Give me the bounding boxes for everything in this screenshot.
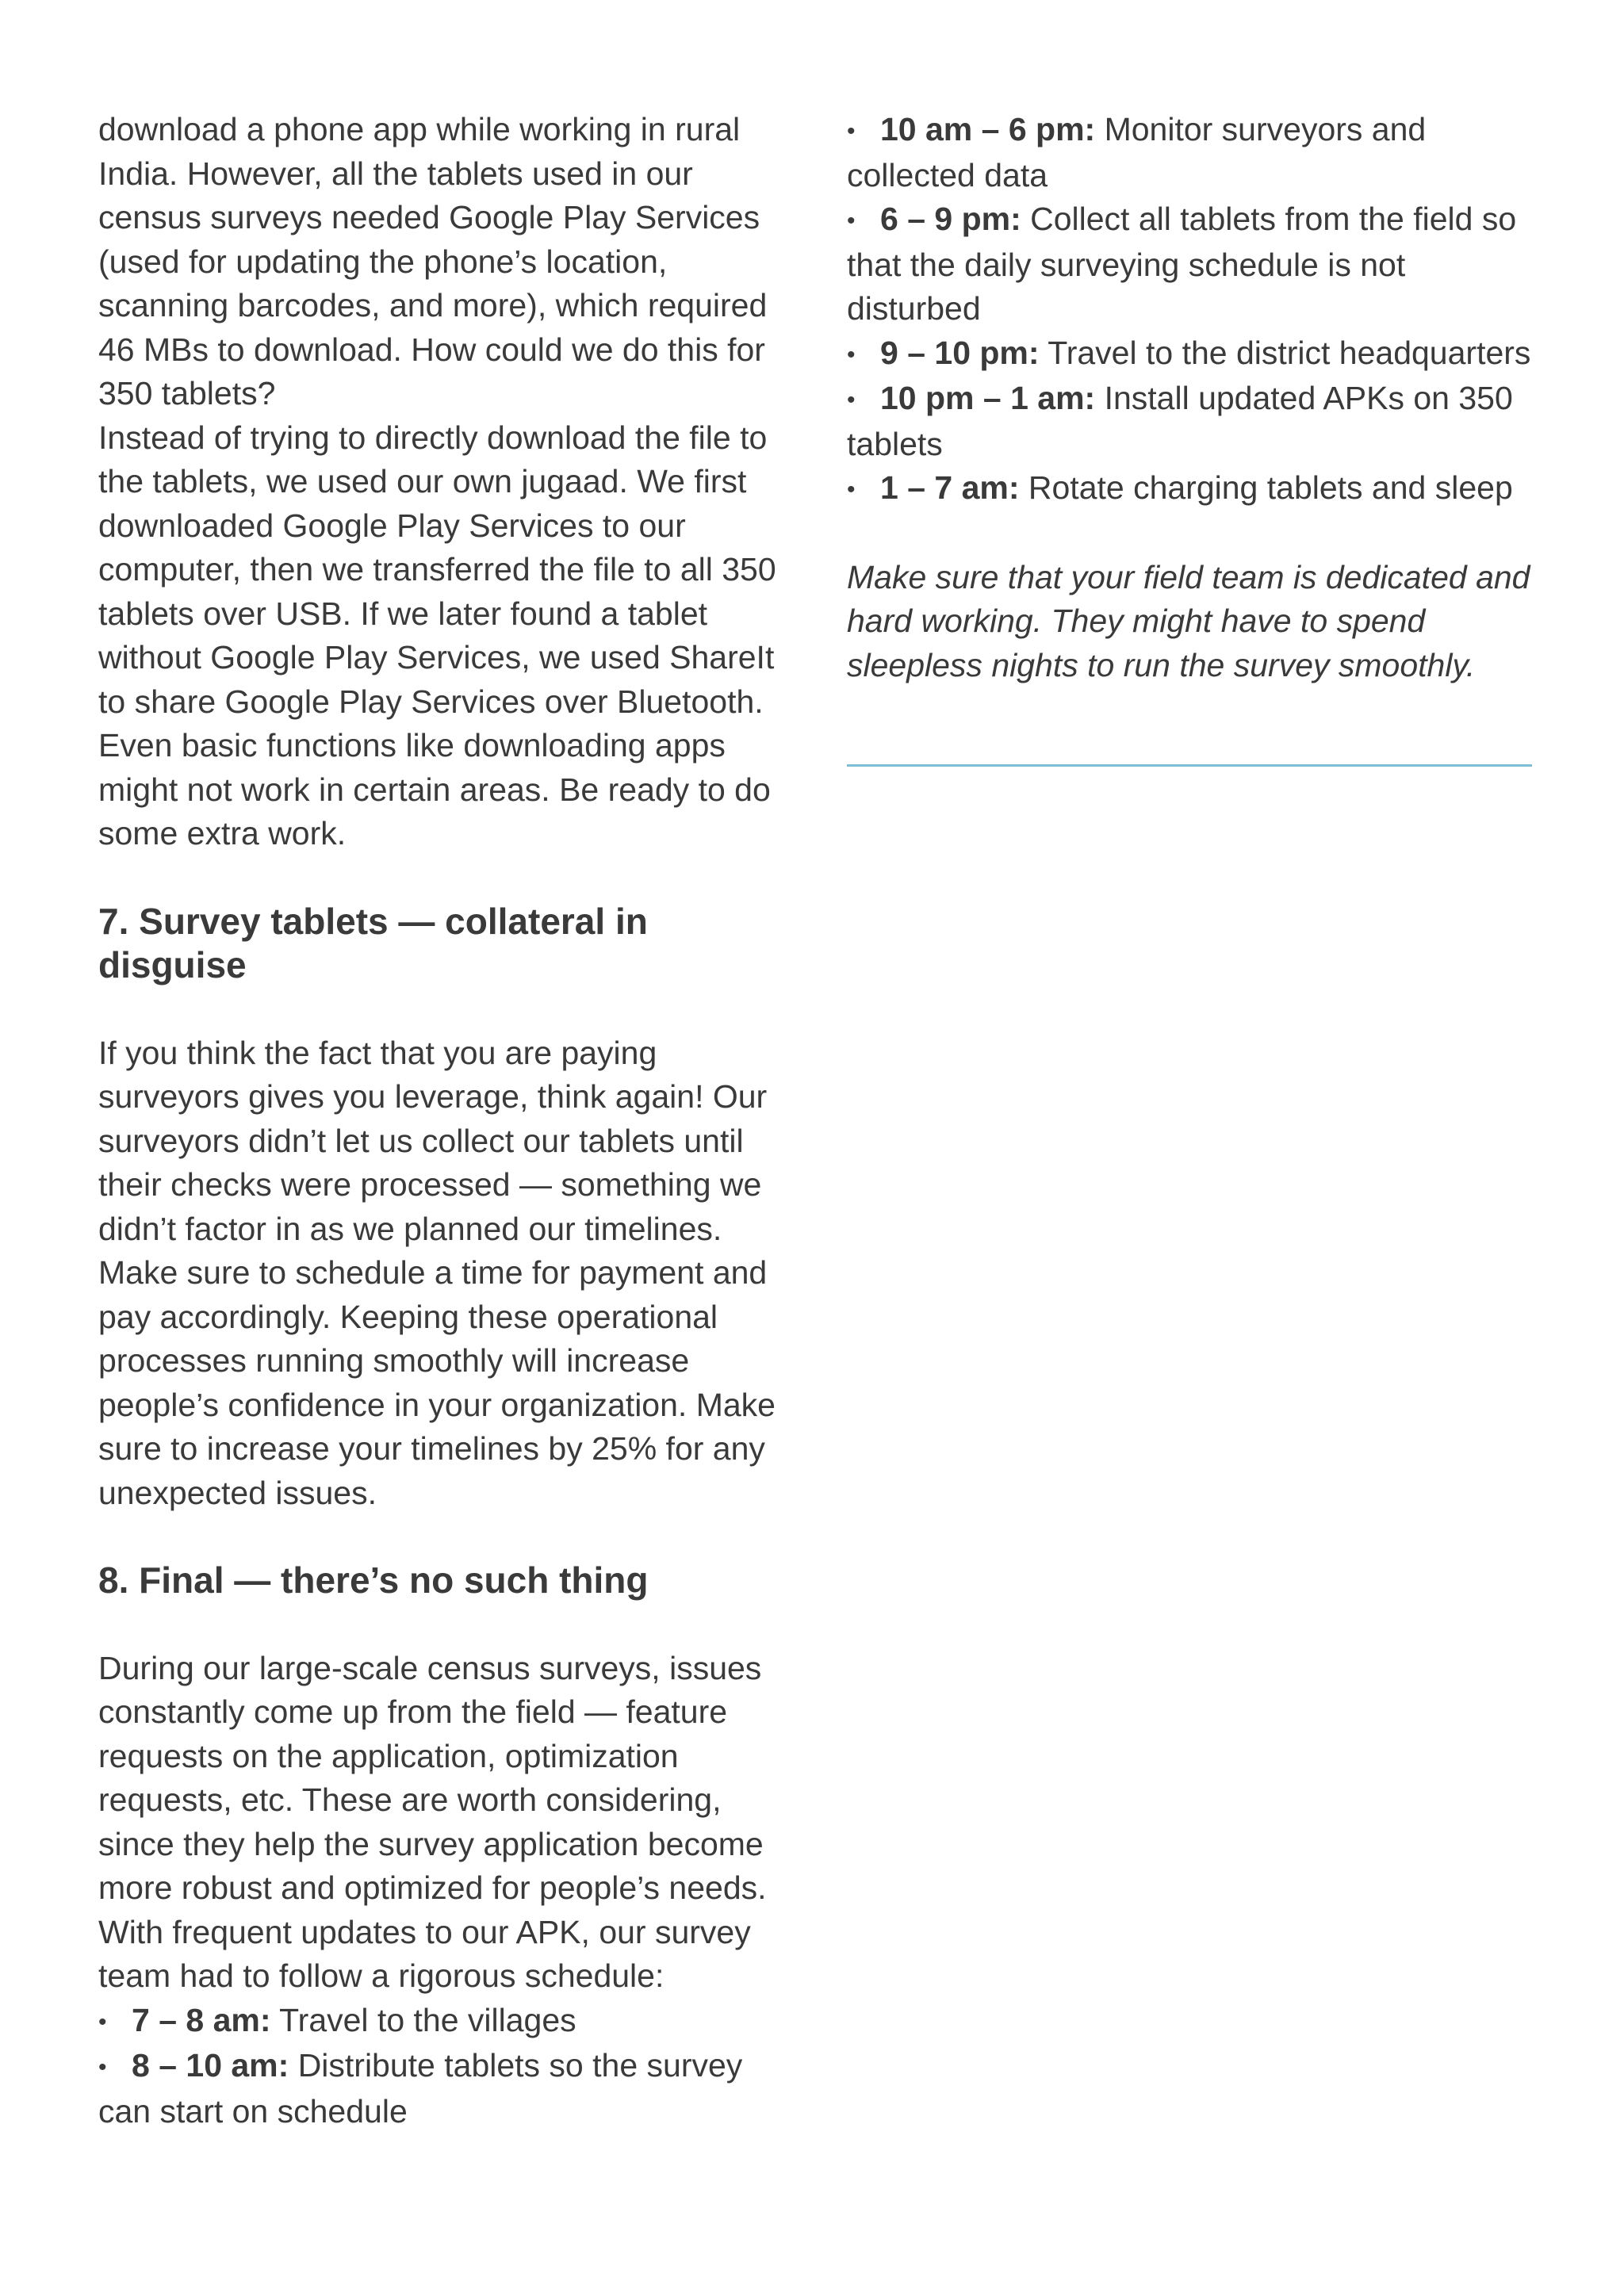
schedule-time: 6 – 9 pm: bbox=[880, 201, 1021, 237]
bullet-icon: • bbox=[98, 2054, 107, 2080]
bullet-icon: • bbox=[847, 387, 856, 413]
schedule-task: Travel to the district headquarters bbox=[1039, 334, 1531, 371]
schedule-time: 10 pm – 1 am: bbox=[880, 380, 1096, 416]
right-column bbox=[847, 108, 1545, 687]
schedule-list-left bbox=[98, 1999, 796, 2134]
schedule-time: 8 – 10 am: bbox=[132, 2047, 289, 2084]
schedule-time: 9 – 10 pm: bbox=[880, 334, 1040, 371]
schedule-task: Monitor surveyors and collected data bbox=[847, 111, 1427, 193]
bullet-icon: • bbox=[847, 341, 856, 368]
paragraph-google-play-problem: download a phone app while working in rural India. However, all the tablets used in our census surveys needed Google Play Services (used for updating the phone’s location, scanning barcodes, and more), which required 46 MBs to download. How could we do this for 350 tablets? bbox=[98, 111, 768, 411]
schedule-item bbox=[847, 466, 1545, 512]
schedule-time: 1 – 7 am: bbox=[880, 469, 1020, 506]
paragraph-extra-work-advice: Even basic functions like downloading apps might not work in certain areas. Be ready to do some extra work. bbox=[98, 727, 771, 851]
schedule-task: Distribute tablets so the survey can start on schedule bbox=[98, 2047, 743, 2130]
paragraph-jugaad-solution: Instead of trying to directly download the file to the tablets, we used our own jugaad. We first downloaded Google Play Services to our computer, then we transferred the file to all 350 tablets over USB. If we later found a tablet without Google Play Services, we used ShareIt to share Google Play Services over Bluetooth. bbox=[98, 419, 776, 720]
schedule-item bbox=[847, 377, 1545, 466]
schedule-task: Collect all tablets from the field so that the daily surveying schedule is not disturbed bbox=[847, 201, 1517, 327]
schedule-item bbox=[847, 108, 1545, 197]
schedule-item bbox=[847, 331, 1545, 377]
schedule-item bbox=[98, 2044, 796, 2133]
section-divider bbox=[847, 764, 1532, 767]
section-7-body: If you think the fact that you are paying surveyors gives you leverage, think again! Our surveyors didn’t let us collect our tablets until their checks were processed — something we didn’t factor in as we planned our timelines. Make sure to schedule a time for payment and pay accordingly. Keeping these operational processes running smoothly will increase people’s confidence in your organization. Make sure to increase your timelines by 25% for any unexpected issues. bbox=[98, 1034, 776, 1511]
schedule-task: Install updated APKs on 350 tablets bbox=[847, 380, 1513, 462]
bullet-icon: • bbox=[847, 476, 856, 503]
section-8-body: During our large-scale census surveys, issues constantly come up from the field — feature requests on the application, optimization requests, etc. These are worth considering, since they help the survey application become more robust and optimized for people’s needs. With frequent updates to our APK, our survey team had to follow a rigorous schedule: bbox=[98, 1649, 767, 1994]
bullet-icon: • bbox=[847, 208, 856, 234]
section-8-heading: 8. Final — there’s no such thing bbox=[98, 1559, 649, 1601]
schedule-item bbox=[847, 197, 1545, 331]
left-column bbox=[98, 108, 796, 2133]
section-7-heading: 7. Survey tablets — collateral in disguise bbox=[98, 900, 648, 985]
schedule-task: Rotate charging tablets and sleep bbox=[1019, 469, 1513, 506]
schedule-time: 7 – 8 am: bbox=[132, 2001, 271, 2038]
field-team-tip: Make sure that your field team is dedicated and hard working. They might have to spend sleepless nights to run the survey smoothly. bbox=[847, 558, 1530, 683]
schedule-task: Travel to the villages bbox=[270, 2001, 576, 2038]
schedule-item bbox=[98, 1999, 796, 2045]
schedule-list-right bbox=[847, 108, 1545, 512]
bullet-icon: • bbox=[98, 2008, 107, 2035]
bullet-icon: • bbox=[847, 118, 856, 144]
schedule-time: 10 am – 6 pm: bbox=[880, 111, 1096, 147]
